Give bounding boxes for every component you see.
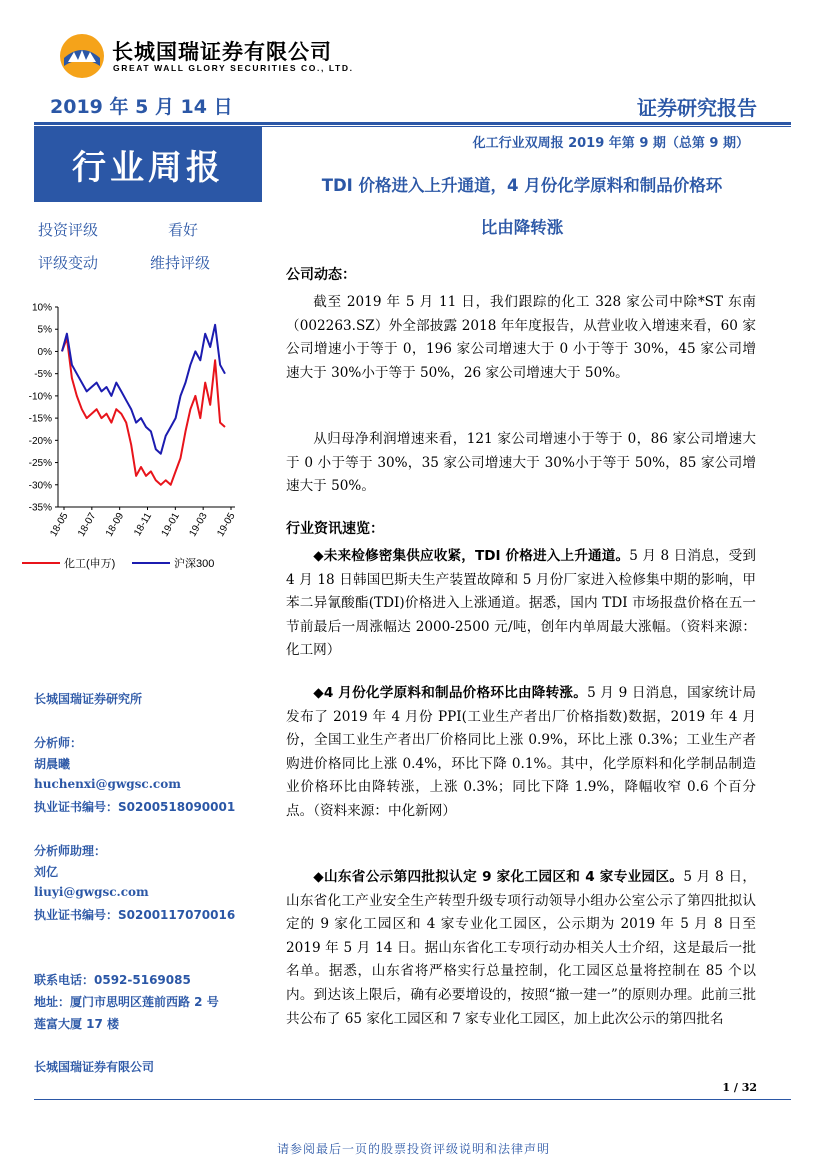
page-number: 1 / 32 — [722, 1081, 757, 1094]
news-1-headline: ◆未来检修密集供应收紧，TDI 价格进入上升通道。 — [313, 548, 630, 564]
assistant-cert: 执业证书编号：S0200117070016 — [34, 908, 236, 922]
great-wall-logo-icon — [58, 32, 106, 80]
x-tick-label: 18-05 — [48, 511, 71, 539]
headline-line-1: TDI 价格进入上升通道，4 月份化学原料和制品价格环 — [321, 176, 723, 195]
y-tick-label: 5% — [37, 324, 52, 336]
assistant-name: 刘亿 — [34, 865, 59, 879]
y-tick-label: -15% — [28, 413, 52, 425]
y-tick-label: -20% — [28, 435, 52, 447]
assistant-label: 分析师助理： — [34, 844, 107, 858]
y-tick-label: -5% — [34, 369, 52, 381]
company-section-title: 公司动态： — [286, 267, 356, 283]
rating-value-2: 维持评级 — [150, 254, 211, 272]
news-item-3 — [286, 866, 756, 1031]
news-2-body: 5 月 9 日消息，国家统计局发布了 2019 年 4 月份 PPI(工业生产者出厂价格指数)数据，2019 年 4 月份，全国工业生产者出厂价格同比上涨 0.9%，环比上涨 0.3%；工业生产者购进价格同比上涨 0.4%，环比下降 0.1%。其中，化学原料和化学制品制造业价格环比由降转涨，上涨 0.3%；同比下降 1.9%，降幅收窄 0.6 个百分点。（资料来源：中化新网） — [286, 685, 756, 819]
company-name-en: GREAT WALL GLORY SECURITIES CO., LTD. — [113, 63, 354, 73]
news-3-headline: ◆山东省公示第四批拟认定 9 家化工园区和 4 家专业园区。 — [313, 869, 684, 885]
contact-phone: 联系电话：0592-5169085 — [34, 973, 191, 987]
legend-label: 沪深300 — [174, 558, 215, 570]
assistant-email[interactable]: liuyi@gwgsc.com — [34, 885, 149, 899]
analyst-name: 胡晨曦 — [34, 757, 71, 771]
rating-label-1: 投资评级 — [38, 221, 99, 239]
company-paragraph-2: 从归母净利润增速来看，121 家公司增速小于等于 0，86 家公司增速大于 0 小于等于 30%，35 家公司增速大于 30%小于等于 50%，85 家公司增速大于 50%。 — [286, 431, 756, 495]
y-tick-label: -35% — [28, 502, 52, 514]
industry-section-title: 行业资讯速览： — [286, 521, 384, 537]
x-tick-label: 19-05 — [215, 511, 238, 539]
footer-disclaimer: 请参阅最后一页的股票投资评级说明和法律声明 — [276, 1142, 550, 1156]
report-type: 证券研究报告 — [637, 96, 757, 120]
institute-name: 长城国瑞证券研究所 — [34, 692, 143, 706]
rating-value-1: 看好 — [168, 221, 199, 239]
x-tick-label: 18-11 — [132, 511, 155, 539]
rating-label-2: 评级变动 — [38, 254, 99, 272]
y-tick-label: -25% — [28, 458, 52, 470]
report-date: 2019 年 5 月 14 日 — [50, 96, 233, 118]
news-1-body: 5 月 8 日消息，受到 4 月 18 日韩国巴斯夫生产装置故障和 5 月份厂家进入检修集中期的影响，甲苯二异氰酸酯(TDI)价格进入上涨通道。据悉，国内 TDI 市场报盘价格在五一节前最后一周涨幅达 2000-2500 元/吨，创年内单周最大涨幅。（资料来源：化工网） — [286, 548, 756, 659]
x-tick-label: 19-03 — [187, 511, 210, 539]
x-tick-label: 19-01 — [159, 511, 182, 539]
analyst-email[interactable]: huchenxi@gwgsc.com — [34, 777, 181, 791]
y-tick-label: -30% — [28, 480, 52, 492]
company-paragraph-1: 截至 2019 年 5 月 11 日，我们跟踪的化工 328 家公司中除*ST 东南（002263.SZ）外全部披露 2018 年年度报告，从营业收入增速来看，60 家公司增速小于等于 0，196 家公司增速大于 0 小于等于 30%，45 家公司增速大于 30%小于等于 50%，26 家公司增速大于 50%。 — [286, 294, 756, 381]
x-tick-label: 18-07 — [76, 511, 99, 539]
contact-address-1: 地址：厦门市思明区莲前西路 2 号 — [34, 995, 219, 1009]
performance-chart — [20, 295, 250, 585]
news-3-body: 5 月 8 日，山东省化工产业安全生产转型升级专项行动领导小组办公室公示了第四批拟认定的 9 家化工园区和 4 家专业化工园区，公示期为 2019 年 5 月 8 日至 2019 年 5 月 14 日。据山东省化工专项行动办相关人士介绍，这是最后一批名单。据悉，山东省将严格实行总量控制，化工园区总量将控制在 85 个以内。到达该上限后，确有必要增设的，按照“撤一建一”的原则办理。此前三批共公布了 65 家化工园区和 7 家专业化工园区，加上此次公示的第四批名 — [286, 869, 756, 1027]
analyst-label: 分析师： — [34, 736, 83, 750]
y-tick-label: 0% — [37, 346, 52, 358]
header-divider — [34, 122, 791, 125]
box-title: 行业周报 — [72, 148, 224, 188]
analyst-cert: 执业证书编号：S0200518090001 — [34, 800, 236, 814]
x-tick-label: 18-09 — [103, 511, 127, 539]
headline-line-2: 比由降转涨 — [480, 218, 564, 237]
y-tick-label: -10% — [28, 391, 52, 403]
news-2-headline: ◆4 月份化学原料和制品价格环比由降转涨。 — [313, 685, 588, 701]
y-tick-label: 10% — [31, 302, 52, 314]
sidebar-company-name: 长城国瑞证券有限公司 — [34, 1060, 155, 1074]
legend-label: 化工(申万) — [64, 558, 116, 570]
contact-address-2: 莲富大厦 17 楼 — [34, 1017, 120, 1031]
series-line-hs300 — [62, 325, 225, 454]
company-name-cn: 长城国瑞证券有限公司 — [112, 40, 332, 64]
footer-divider — [34, 1099, 791, 1100]
news-item-2 — [286, 682, 756, 824]
report-subtitle: 化工行业双周报 2019 年第 9 期（总第 9 期） — [472, 136, 749, 151]
news-item-1 — [286, 545, 756, 663]
